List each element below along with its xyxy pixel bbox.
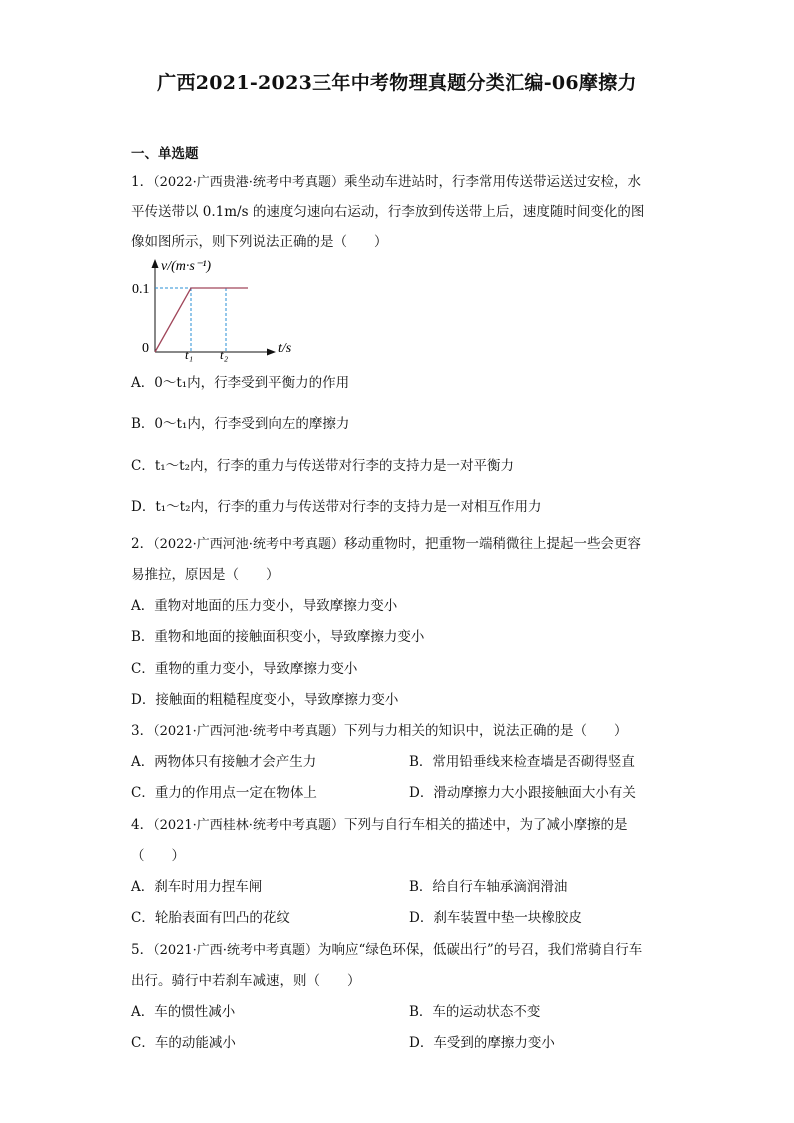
- q4-option-a: A．刹车时用力捏车闸: [131, 879, 263, 895]
- q5-option-c: C．车的动能减小: [131, 1035, 236, 1051]
- q1-stem-2: 平传送带以 0.1m/s 的速度匀速向右运动，行李放到传送带上后，速度随时间变化的图: [131, 204, 645, 220]
- q2-option-a: A．重物对地面的压力变小，导致摩擦力变小: [131, 598, 398, 614]
- q1-option-c: C．t₁～t₂内，行李的重力与传送带对行李的支持力是一对平衡力: [131, 458, 515, 474]
- y-tick-label: 0.1: [132, 282, 150, 297]
- q5-option-b: B．车的运动状态不变: [409, 1004, 541, 1020]
- section-heading: 一、单选题: [131, 146, 199, 162]
- q4-option-c: C．轮胎表面有凹凸的花纹: [131, 910, 290, 926]
- q3-option-b: B．常用铅垂线来检查墙是否砌得竖直: [409, 754, 635, 770]
- x-axis-label: t/s: [278, 341, 292, 356]
- q3-option-c: C．重力的作用点一定在物体上: [131, 785, 317, 801]
- q2-line-1: 2．（2022·广西河池·统考中考真题）移动重物时，把重物一端稍微往上提起一些会更容: [131, 536, 641, 552]
- x-tick-t2: t₂: [220, 347, 229, 362]
- q4-stem-2: （ ）: [131, 848, 185, 864]
- q2-option-c: C．重物的重力变小，导致摩擦力变小: [131, 661, 358, 677]
- q4-option-b: B．给自行车轴承滴润滑油: [409, 879, 568, 895]
- q4-line-1: 4．（2021·广西桂林·统考中考真题）下列与自行车相关的描述中，为了减小摩擦的是: [131, 817, 628, 833]
- q1-stem-1: 乘坐动车进站时，行李常用传送带运送过安检，水: [343, 174, 641, 190]
- origin-label: 0: [142, 341, 149, 356]
- q5-line-1: 5．（2021·广西·统考中考真题）为响应“绿色环保，低碳出行”的号召，我们常骑自行车: [131, 942, 643, 958]
- page-title: 广西2021-2023三年中考物理真题分类汇编-06摩擦力: [157, 72, 637, 94]
- q5-option-d: D．车受到的摩擦力变小: [409, 1035, 555, 1051]
- velocity-series-line: [155, 288, 248, 352]
- q1-option-d: D．t₁～t₂内，行李的重力与传送带对行李的支持力是一对相互作用力: [131, 499, 542, 515]
- x-tick-t1: t₁: [185, 347, 194, 362]
- q2-option-d: D．接触面的粗糙程度变小，导致摩擦力变小: [131, 692, 399, 708]
- q2-stem-2: 易推拉，原因是（ ）: [131, 567, 280, 583]
- q4-option-d: D．刹车装置中垫一块橡胶皮: [409, 910, 582, 926]
- q3-line-1: 3．（2021·广西河池·统考中考真题）下列与力相关的知识中，说法正确的是（ ）: [131, 723, 628, 739]
- q3-option-a: A．两物体只有接触才会产生力: [131, 754, 317, 770]
- q1-option-a: A．0～t₁内，行李受到平衡力的作用: [131, 375, 350, 391]
- q2-option-b: B．重物和地面的接触面积变小，导致摩擦力变小: [131, 629, 425, 645]
- q1-line-1: [131, 172, 641, 193]
- q1-source: （2022·广西贵港·统考中考真题）: [153, 175, 344, 190]
- q1-stem-3: 像如图所示，则下列说法正确的是（ ）: [131, 234, 388, 250]
- q1-option-b: B．0～t₁内，行李受到向左的摩擦力: [131, 416, 350, 432]
- q3-option-d: D．滑动摩擦力大小跟接触面大小有关: [409, 785, 636, 801]
- velocity-time-chart: [130, 254, 310, 366]
- q5-option-a: A．车的惯性减小: [131, 1004, 236, 1020]
- y-axis-label: v/(m·s⁻¹): [161, 259, 212, 274]
- q1-number: 1．: [131, 174, 154, 190]
- q5-stem-2: 出行。骑行中若刹车减速，则（ ）: [131, 973, 361, 989]
- x-axis-arrow: [267, 349, 276, 356]
- y-axis-arrow: [152, 259, 159, 268]
